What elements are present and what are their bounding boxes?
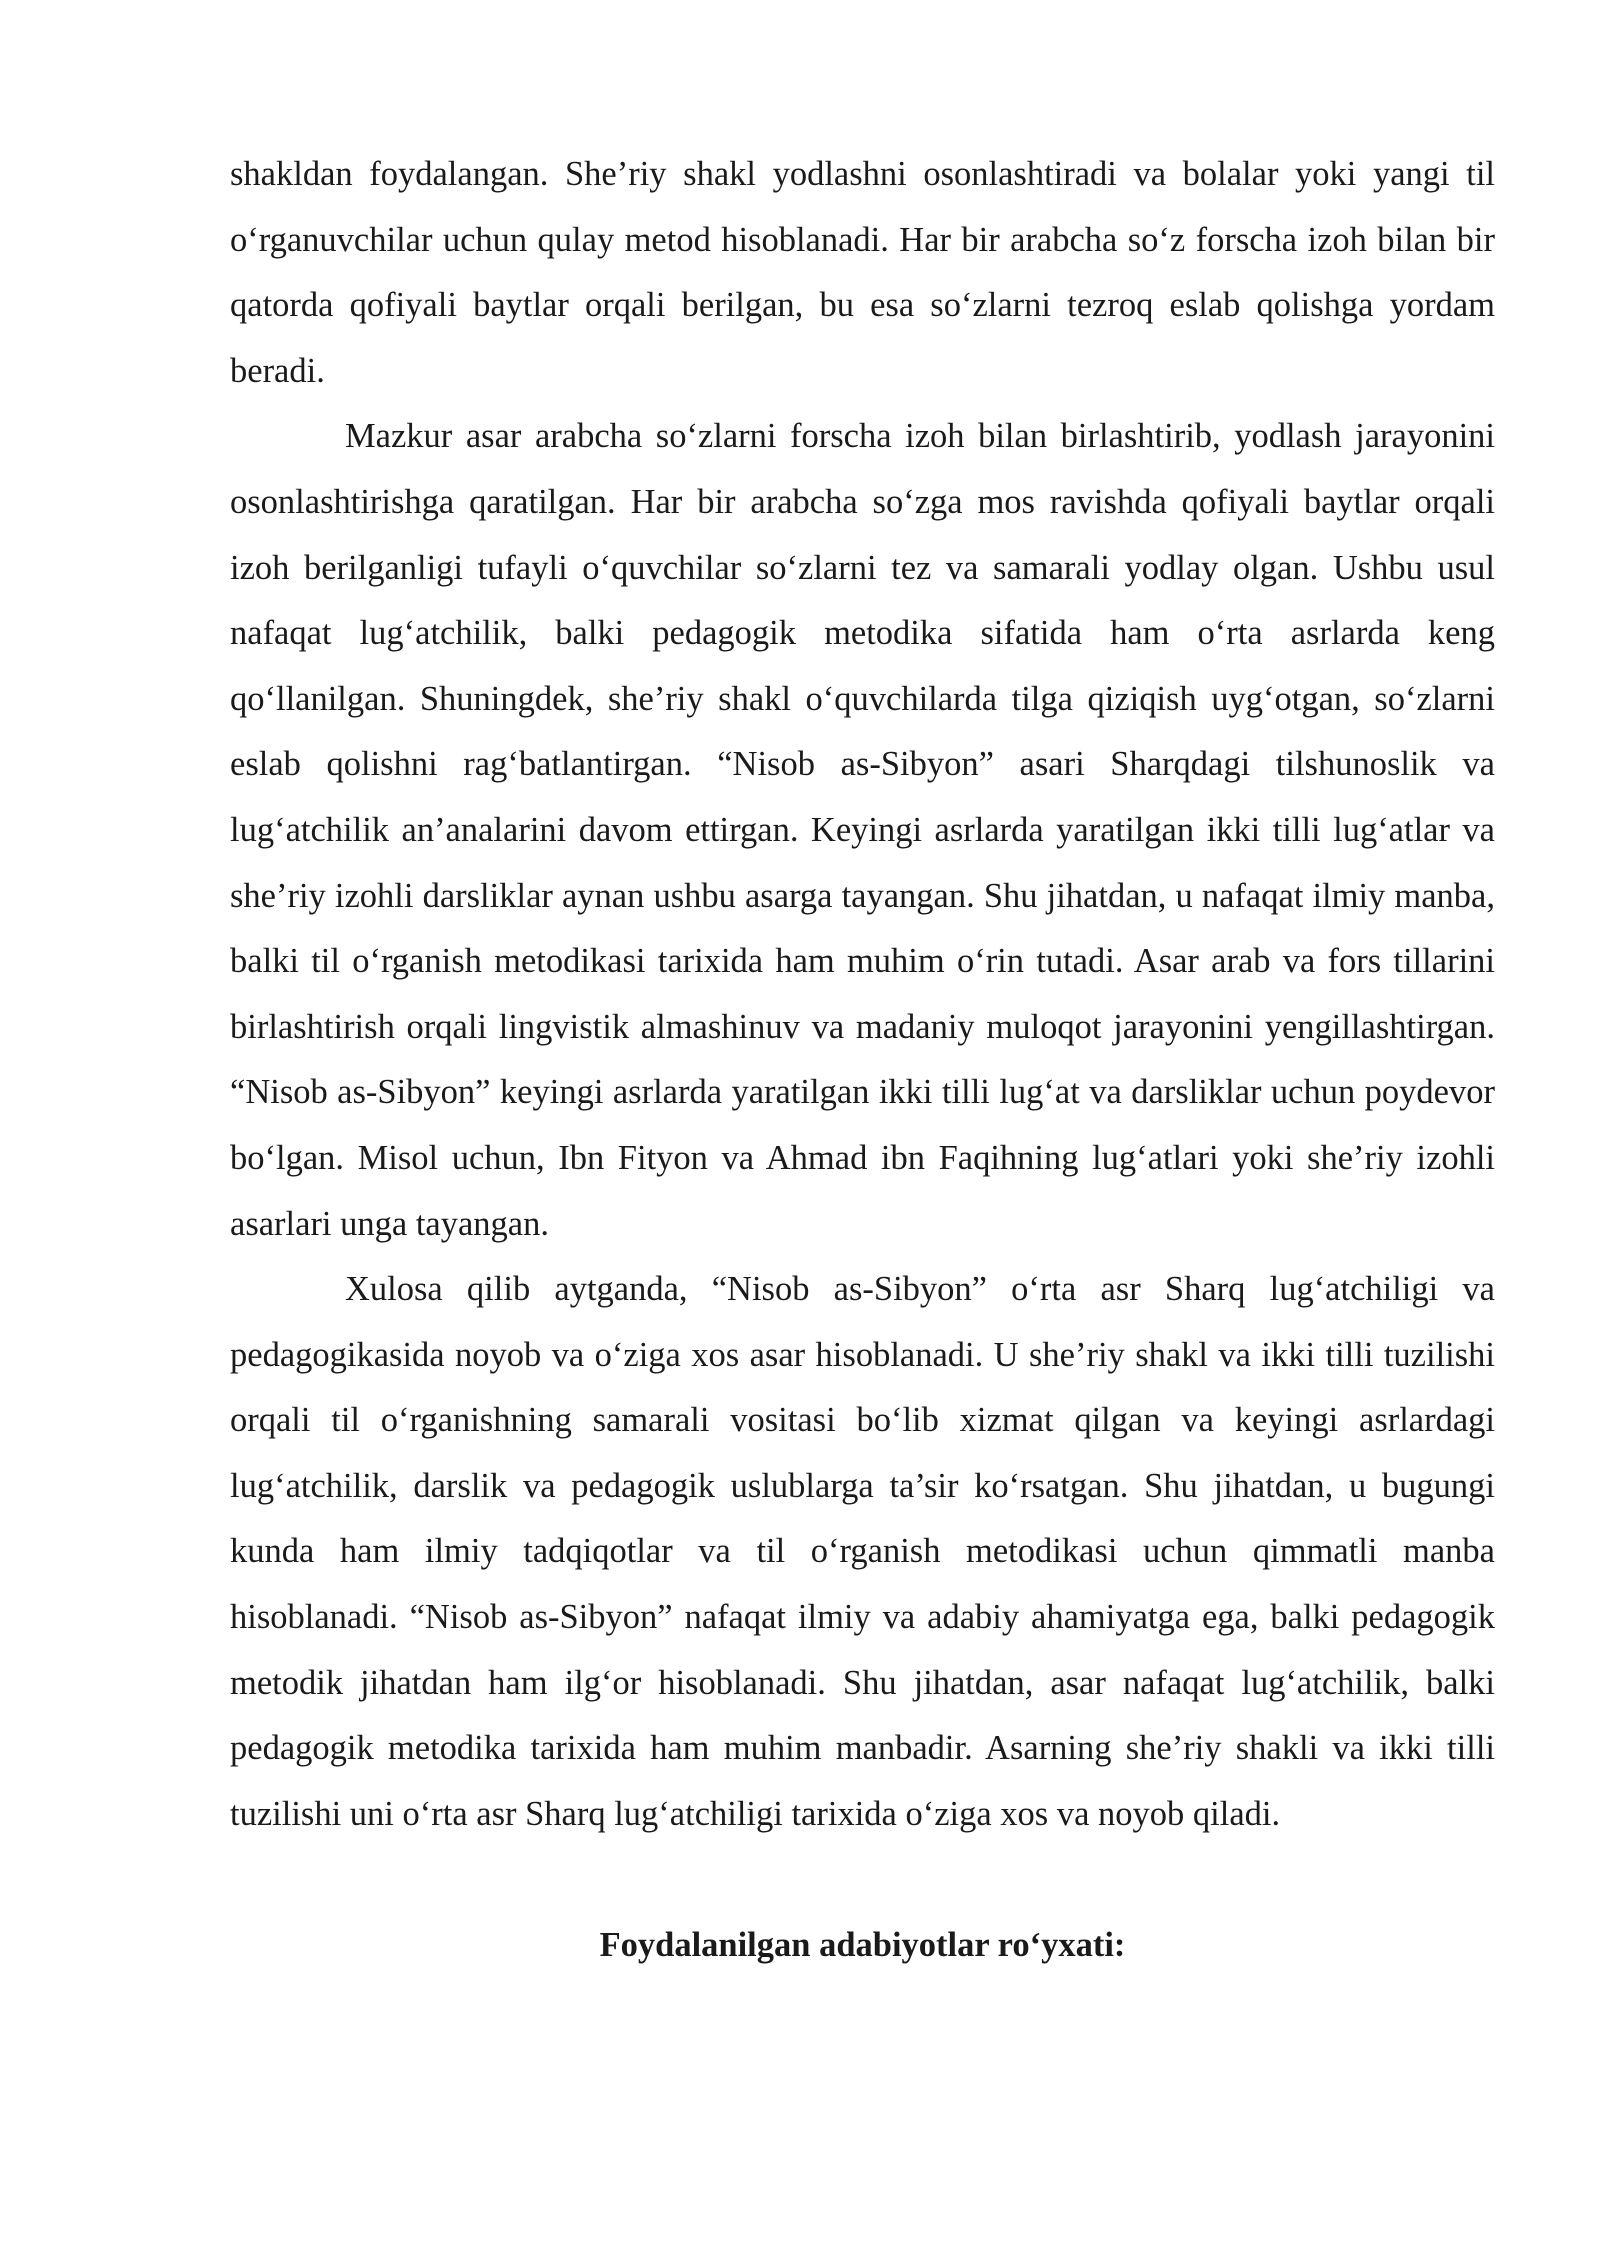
references-heading: Foydalanilgan adabiyotlar ro‘yxati:	[599, 1926, 1126, 1965]
paragraph-mazkur: Mazkur asar arabcha so‘zlarni forscha izoh bilan birlashtirib, yodlash jarayonini osonlashtirishga qaratilgan. Har bir arabcha so‘zga mos ravishda qofiyali baytlar orqali izoh berilganligi tufayli o‘quvchilar so‘zlarni tez va samarali yodlay olgan. Ushbu usul nafaqat lug‘atchilik, balki pedagogik metodika sifatida ham o‘rta asrlarda keng qo‘llanilgan. Shuningdek, she’riy shakl o‘quvchilarda tilga qiziqish uyg‘otgan, so‘zlarni eslab qolishni rag‘batlantirgan. “Nisob as-Sibyon” asari Sharqdagi tilshunoslik va lug‘atchilik an’analarini davom ettirgan. Keyingi asrlarda yaratilgan ikki tilli lug‘atlar va she’riy izohli darsliklar aynan ushbu asarga tayangan. Shu jihatdan, u nafaqat ilmiy manba, balki til o‘rganish metodikasi tarixida ham muhim o‘rin tutadi. Asar arab va fors tillarini birlashtirish orqali lingvistik almashinuv va madaniy muloqot jarayonini yengillashtirgan. “Nisob as-Sibyon” keyingi asrlarda yaratilgan ikki tilli lug‘at va darsliklar uchun poydevor bo‘lgan. Misol uchun, Ibn Fityon va Ahmad ibn Faqihning lug‘atlari yoki she’riy izohli asarlari unga tayangan.	[230, 417, 1495, 1243]
paragraph-xulosa: Xulosa qilib aytganda, “Nisob as-Sibyon” o‘rta asr Sharq lug‘atchiligi va pedagogikasida noyob va o‘ziga xos asar hisoblanadi. U she’riy shakl va ikki tilli tuzilishi orqali til o‘rganishning samarali vositasi bo‘lib xizmat qilgan va keyingi asrlardagi lug‘atchilik, darslik va pedagogik uslublarga ta’sir ko‘rsatgan. Shu jihatdan, u bugungi kunda ham ilmiy tadqiqotlar va til o‘rganish metodikasi uchun qimmatli manba hisoblanadi. “Nisob as-Sibyon” nafaqat ilmiy va adabiy ahamiyatga ega, balki pedagogik metodik jihatdan ham ilg‘or hisoblanadi. Shu jihatdan, asar nafaqat lug‘atchilik, balki pedagogik metodika tarixida ham muhim manbadir. Asarning she’riy shakli va ikki tilli tuzilishi uni o‘rta asr Sharq lug‘atchiligi tarixida o‘ziga xos va noyob qiladi.	[230, 1270, 1495, 1833]
document-page	[230, 142, 1495, 1979]
paragraph-continuation: shakldan foydalangan. She’riy shakl yodlashni osonlashtiradi va bolalar yoki yangi til o‘rganuvchilar uchun qulay metod hisoblanadi. Har bir arabcha so‘z forscha izoh bilan bir qatorda qofiyali baytlar orqali berilgan, bu esa so‘zlarni tezroq eslab qolishga yordam beradi.	[230, 155, 1495, 390]
